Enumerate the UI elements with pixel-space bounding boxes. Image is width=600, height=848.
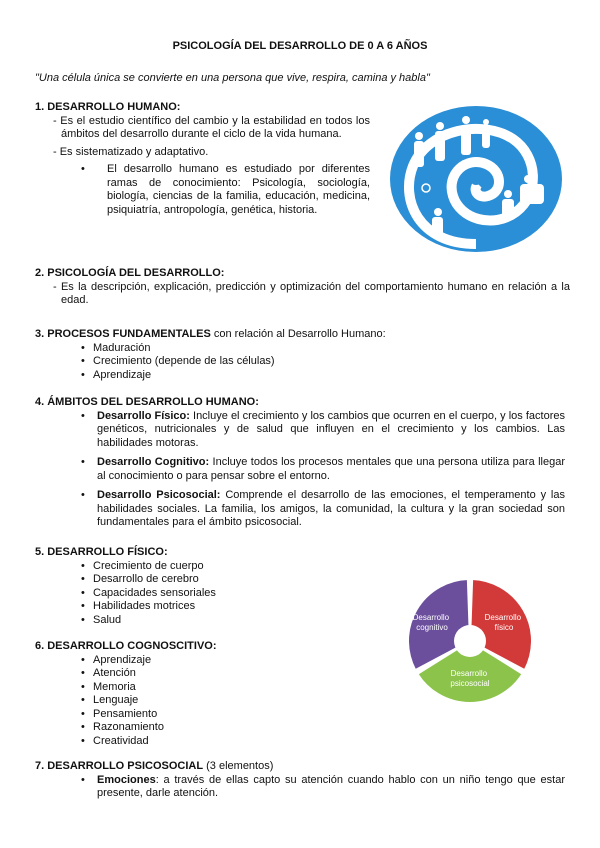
item-term: Desarrollo Físico: xyxy=(97,409,190,422)
list-item: • Habilidades motrices xyxy=(35,600,375,614)
list-item: • Razonamiento xyxy=(35,721,375,735)
section-7-heading-rest: (3 elementos) xyxy=(203,760,274,772)
item-term: Desarrollo Psicosocial: xyxy=(97,489,221,501)
section-3-heading xyxy=(35,328,570,342)
section-6 xyxy=(35,640,375,748)
development-cycle-diagram xyxy=(400,575,540,710)
section-2 xyxy=(35,267,570,308)
section-7-heading xyxy=(35,760,565,774)
list-item: • Salud xyxy=(35,614,375,628)
section-7-heading-bold: 7. DESARROLLO PSICOSOCIAL xyxy=(35,760,204,772)
list-item xyxy=(35,410,565,451)
list-item: • Crecimiento de cuerpo xyxy=(35,560,375,574)
item-text: : a través de ellas capto su atención cuando hablo con un niño tengo que estar presente, darle atención. xyxy=(97,773,565,799)
item-term: Emociones xyxy=(97,773,156,786)
section-3-heading-rest: con relación al Desarrollo Humano: xyxy=(210,328,386,340)
section-4 xyxy=(35,396,565,536)
section-7 xyxy=(35,760,565,807)
section-4-heading: 4. ÁMBITOS DEL DESARROLLO HUMANO: xyxy=(35,396,259,408)
page-title: PSICOLOGÍA DEL DESARROLLO DE 0 A 6 AÑOS xyxy=(172,40,428,52)
section-1-dash-1 xyxy=(35,115,370,142)
section-3-heading-bold: 3. PROCESOS FUNDAMENTALES xyxy=(35,328,211,340)
section-3 xyxy=(35,328,570,382)
list-item: • Creatividad xyxy=(35,735,375,749)
section-2-heading: 2. PSICOLOGÍA DEL DESARROLLO: xyxy=(35,267,225,279)
section-1-list xyxy=(35,163,370,217)
section-5 xyxy=(35,546,375,627)
section-5-list xyxy=(35,560,375,628)
list-item: • Atención xyxy=(35,667,375,681)
section-6-heading: 6. DESARROLLO COGNOSCITIVO: xyxy=(35,640,217,652)
list-item: • Aprendizaje xyxy=(35,369,570,383)
section-2-dash xyxy=(35,281,570,308)
section-1 xyxy=(35,101,370,223)
section-6-list xyxy=(35,654,375,749)
item-text: Comprende el desarrollo de las emociones, el temperamento y las habilidades sociales. La familia, los amigos, la comunidad, la cultura y la gran sociedad son fundamentales para el ámbito psicosocial. xyxy=(97,489,565,528)
diagram-cognitivo-line2: cognitivo xyxy=(416,623,448,632)
list-item xyxy=(35,774,565,801)
section-3-list xyxy=(35,342,570,383)
quote: "Una célula única se convierte en una persona que vive, respira, camina y habla" xyxy=(35,72,430,84)
diagram-psicosocial-line2: psicosocial xyxy=(450,679,490,688)
diagram-fisico-line2: físico xyxy=(494,623,514,632)
item-text: Incluye todos los procesos mentales que una persona utiliza para llegar al conocimiento o para pensar sobre el entorno. xyxy=(97,456,565,482)
list-item: • Desarrollo de cerebro xyxy=(35,573,375,587)
diagram-fisico-line1: Desarrollo xyxy=(484,613,522,622)
list-item xyxy=(35,489,565,530)
section-4-list xyxy=(35,410,565,530)
section-1-dash-1-text: - Es el estudio científico del cambio y la estabilidad en todos los ámbitos del desarrollo durante el ciclo de la vida humana. xyxy=(53,114,370,140)
diagram-label-cognitivo xyxy=(413,613,452,632)
list-item: • Capacidades sensoriales xyxy=(35,587,375,601)
diagram-label-psicosocial xyxy=(450,669,489,688)
section-7-list xyxy=(35,774,565,801)
list-item xyxy=(35,456,565,483)
section-5-heading: 5. DESARROLLO FÍSICO: xyxy=(35,546,168,558)
item-text: Incluye el crecimiento y los cambios que ocurren en el cuerpo, y los factores genéticos, nutricionales y de salud que influyen en el crecimiento y los cambios. Las habilidades motoras. xyxy=(97,409,565,449)
diagram-center xyxy=(454,625,486,657)
list-item: • Lenguaje xyxy=(35,694,375,708)
list-item: • Crecimiento (depende de las células) xyxy=(35,355,570,369)
list-item: • Memoria xyxy=(35,681,375,695)
section-1-dash-2 xyxy=(35,146,370,160)
human-development-spiral-image xyxy=(388,104,563,254)
item-term: Desarrollo Cognitivo: xyxy=(97,456,210,468)
list-item: • Aprendizaje xyxy=(35,654,375,668)
section-1-heading: 1. DESARROLLO HUMANO: xyxy=(35,101,181,113)
diagram-cognitivo-line1: Desarrollo xyxy=(412,613,450,622)
section-1-bullet: • El desarrollo humano es estudiado por diferentes ramas de conocimiento: Psicología, sociología, biología, ciencias de la familia, educación, medicina, psiquiatría, antropología, genética, historia. xyxy=(35,163,370,217)
section-2-dash-text: - Es la descripción, explicación, predicción y optimización del comportamiento humano en relación a la edad. xyxy=(53,280,570,306)
diagram-psicosocial-line1: Desarrollo xyxy=(450,669,488,678)
section-1-dash-2-text: - Es sistematizado y adaptativo. xyxy=(53,145,209,158)
list-item: • Pensamiento xyxy=(35,708,375,722)
list-item: • Maduración xyxy=(35,342,570,356)
